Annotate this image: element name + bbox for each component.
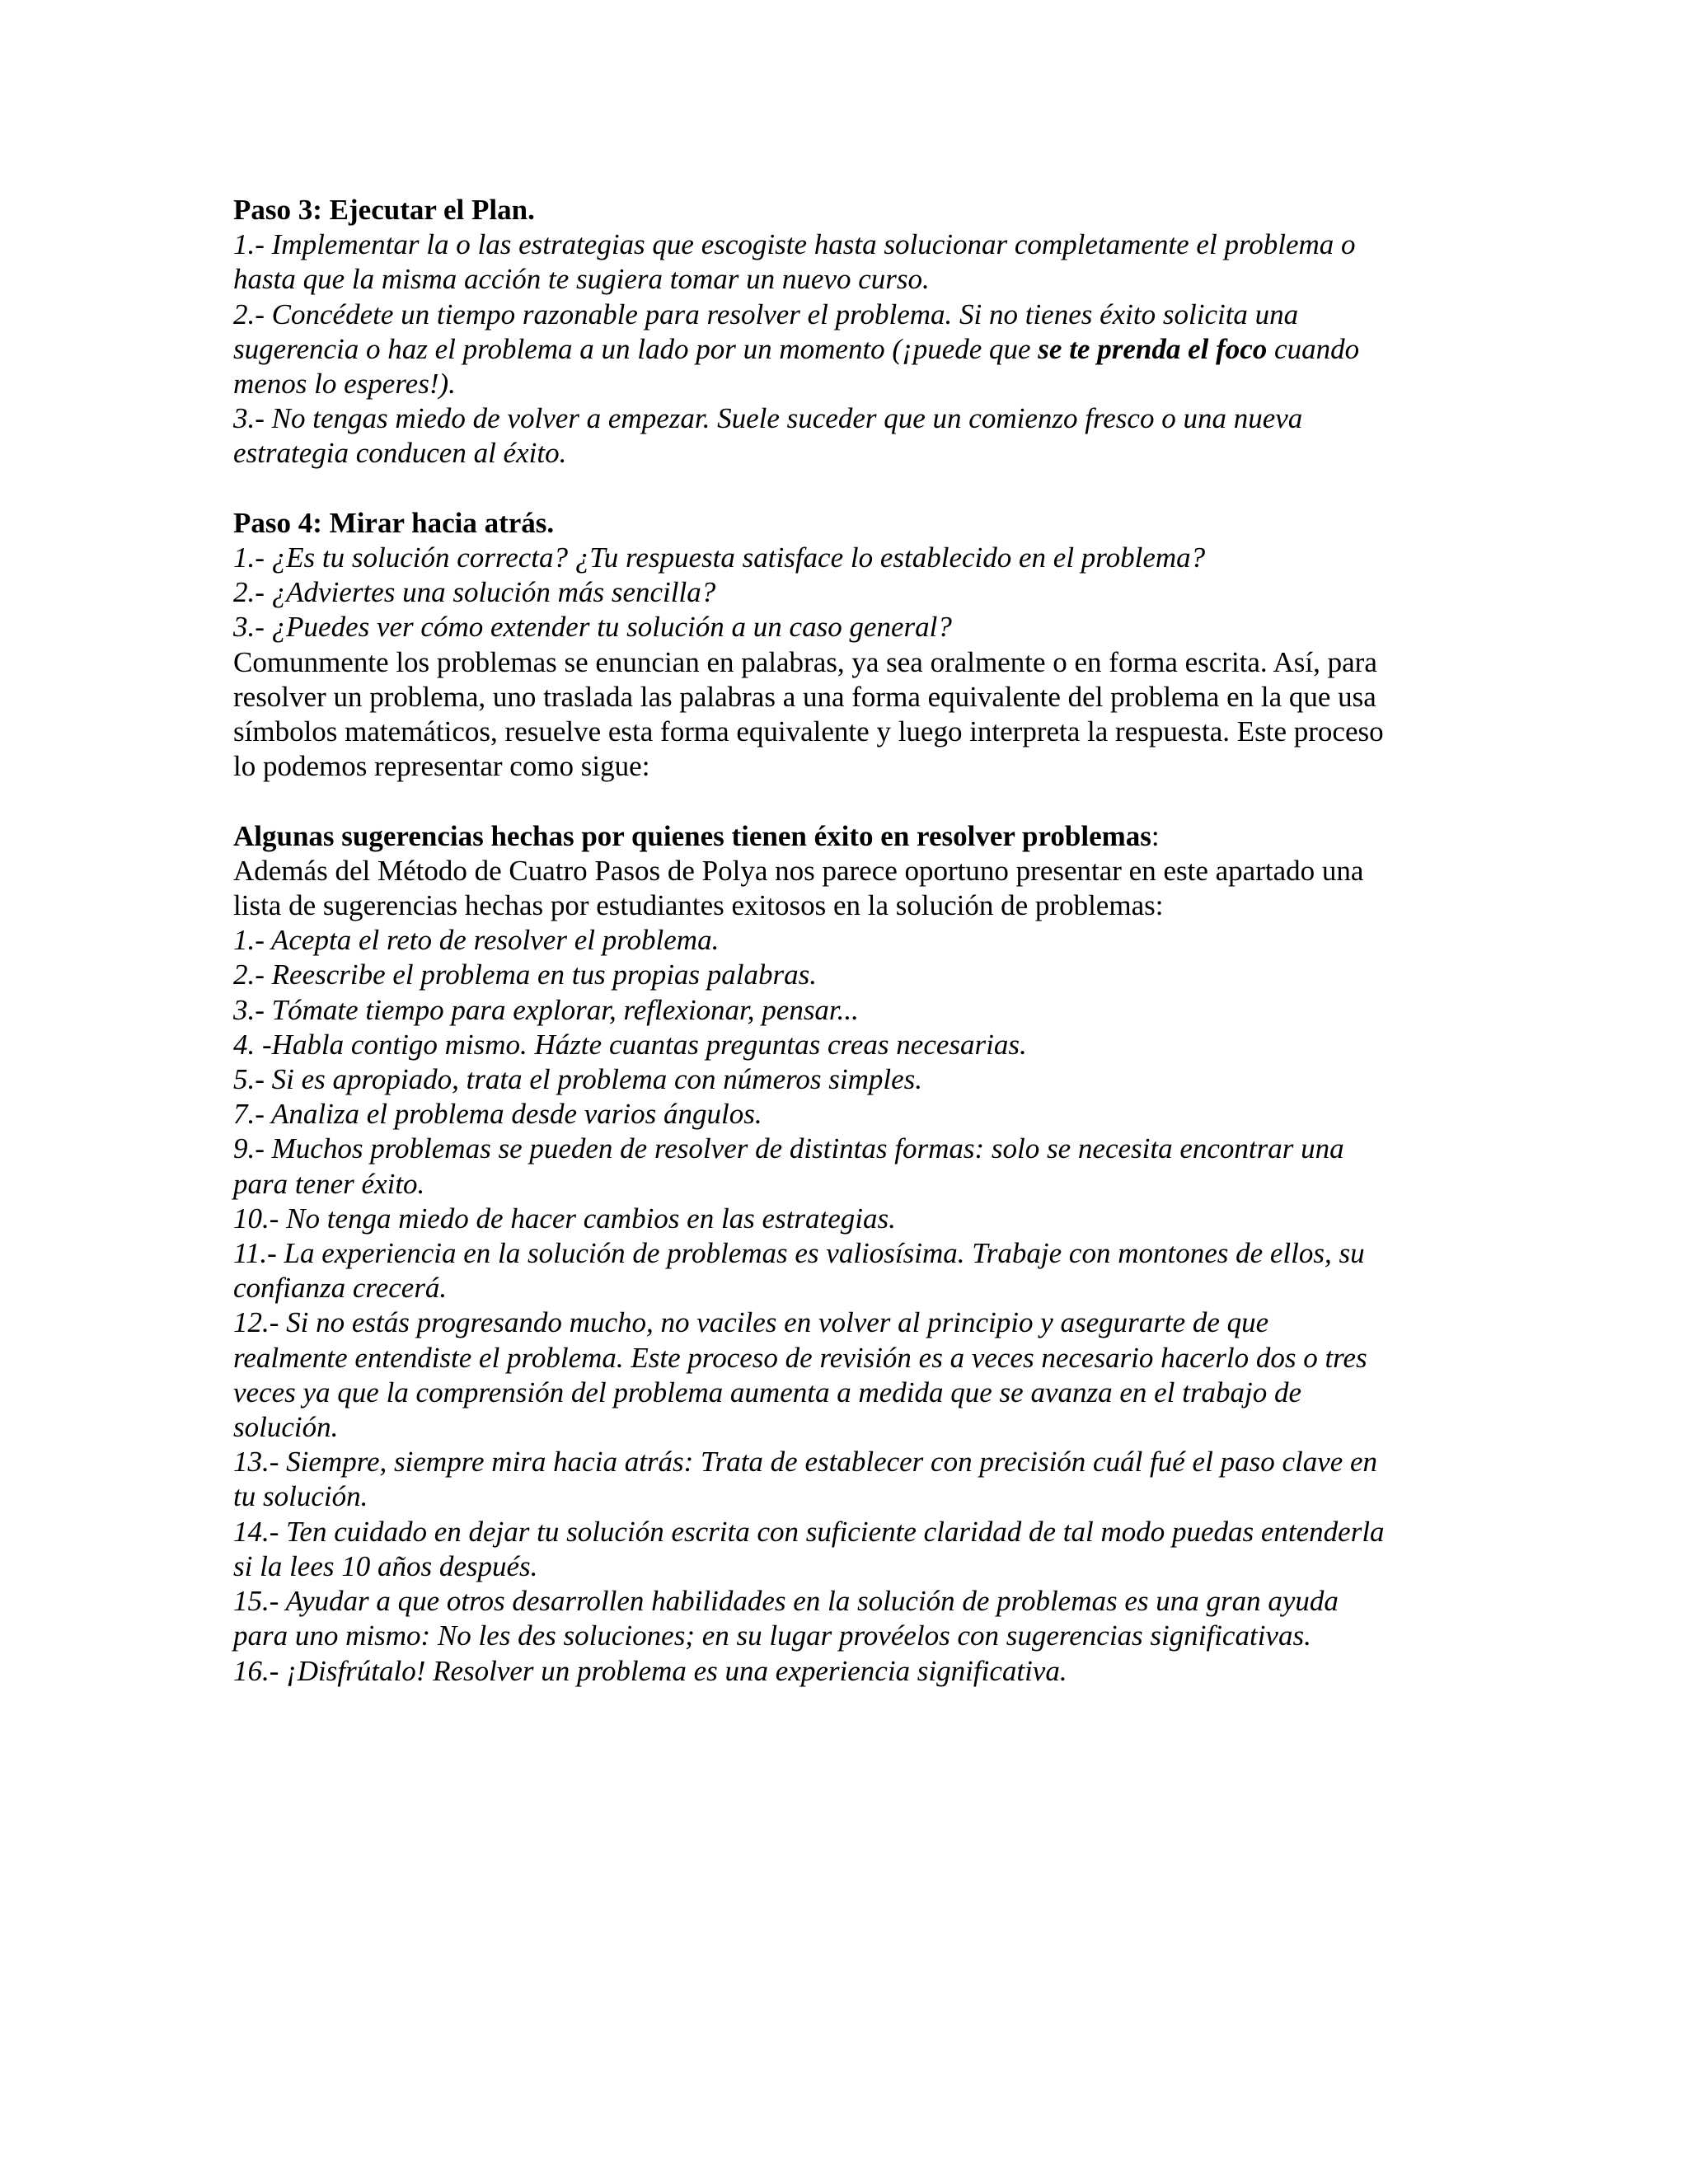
suggestion-line: 11.- La experiencia en la solución de problemas es valiosísima. Trabaje con montones de ellos, su xyxy=(233,1237,1365,1270)
paso-3-line: 1.- Implementar la o las estrategias que escogiste hasta solucionar completamente el problema o xyxy=(233,228,1356,261)
suggestion-line: para tener éxito. xyxy=(233,1167,425,1200)
suggestion-line: 3.- Tómate tiempo para explorar, reflexionar, pensar... xyxy=(233,993,859,1026)
suggestion-line: 5.- Si es apropiado, trata el problema con números simples. xyxy=(233,1063,923,1096)
suggestion-line: 14.- Ten cuidado en dejar tu solución escrita con suficiente claridad de tal modo puedas entenderla xyxy=(233,1515,1385,1548)
heading-colon: : xyxy=(1151,819,1160,852)
suggestion-line: solución. xyxy=(233,1411,339,1444)
sugerencias-heading: Algunas sugerencias hechas por quienes tienen éxito en resolver problemas xyxy=(233,819,1151,852)
suggestion-line: 16.- ¡Disfrútalo! Resolver un problema es una experiencia significativa. xyxy=(233,1654,1067,1687)
paso-4-line: 3.- ¿Puedes ver cómo extender tu solución a un caso general? xyxy=(233,611,952,644)
intro-line: lista de sugerencias hechas por estudiantes exitosos en la solución de problemas: xyxy=(233,889,1164,922)
suggestion-line: 7.- Analiza el problema desde varios ángulos. xyxy=(233,1098,762,1131)
suggestion-line: 10.- No tenga miedo de hacer cambios en las estrategias. xyxy=(233,1202,896,1235)
suggestion-line: confianza crecerá. xyxy=(233,1272,448,1305)
paso-3-line: 2.- Concédete un tiempo razonable para resolver el problema. Si no tienes éxito solicita una xyxy=(233,298,1299,330)
spacer xyxy=(233,471,1470,506)
section-sugerencias xyxy=(233,819,1470,1689)
sugerencias-heading-line xyxy=(233,819,1470,854)
paso-3-line: menos lo esperes!). xyxy=(233,368,456,401)
paso-4-heading: Paso 4: Mirar hacia atrás. xyxy=(233,506,555,539)
paso-3-line-part: cuando xyxy=(1267,332,1360,365)
bold-phrase: se te prenda el foco xyxy=(1038,332,1268,365)
suggestion-line: veces ya que la comprensión del problema aumenta a medida que se avanza en el trabajo de xyxy=(233,1376,1301,1408)
section-paso-4 xyxy=(233,506,1470,785)
suggestion-line: tu solución. xyxy=(233,1480,368,1513)
paso-3-heading: Paso 3: Ejecutar el Plan. xyxy=(233,194,535,226)
paso-3-line: estrategia conducen al éxito. xyxy=(233,437,567,470)
suggestion-line: 1.- Acepta el reto de resolver el problema. xyxy=(233,924,720,957)
suggestion-line: 4. -Habla contigo mismo. Házte cuantas preguntas creas necesarias. xyxy=(233,1028,1027,1061)
section-paso-3 xyxy=(233,193,1470,471)
paragraph-line: símbolos matemáticos, resuelve esta forma equivalente y luego interpreta la respuesta. Este proceso xyxy=(233,715,1384,748)
suggestion-line: para uno mismo: No les des soluciones; en su lugar provéelos con sugerencias significativas. xyxy=(233,1619,1311,1652)
paso-3-line: 3.- No tengas miedo de volver a empezar. Suele suceder que un comienzo fresco o una nueva xyxy=(233,402,1303,435)
paso-3-line: hasta que la misma acción te sugiera tomar un nuevo curso. xyxy=(233,263,930,296)
suggestion-line: si la lees 10 años después. xyxy=(233,1549,538,1582)
suggestion-line: 2.- Reescribe el problema en tus propias palabras. xyxy=(233,958,818,991)
paragraph-line: lo podemos representar como sigue: xyxy=(233,750,650,783)
suggestion-line: 9.- Muchos problemas se pueden de resolver de distintas formas: solo se necesita encontrar una xyxy=(233,1132,1344,1165)
paragraph-line: Comunmente los problemas se enuncian en palabras, ya sea oralmente o en forma escrita. Así, para xyxy=(233,645,1377,678)
paso-3-line-with-bold xyxy=(233,332,1470,367)
paso-3-line-part: sugerencia o haz el problema a un lado por un momento (¡puede que xyxy=(233,332,1039,365)
document-page xyxy=(233,193,1470,1689)
paragraph-line: resolver un problema, uno traslada las palabras a una forma equivalente del problema en la que usa xyxy=(233,680,1376,713)
suggestion-line: 12.- Si no estás progresando mucho, no vaciles en volver al principio y asegurarte de que xyxy=(233,1306,1269,1339)
suggestion-line: 13.- Siempre, siempre mira hacia atrás: Trata de establecer con precisión cuál fué el paso clave en xyxy=(233,1446,1378,1479)
spacer xyxy=(233,784,1470,818)
suggestion-line: realmente entendiste el problema. Este proceso de revisión es a veces necesario hacerlo dos o tres xyxy=(233,1341,1367,1374)
paso-4-line: 1.- ¿Es tu solución correcta? ¿Tu respuesta satisface lo establecido en el problema? xyxy=(233,541,1206,574)
suggestion-line: 15.- Ayudar a que otros desarrollen habilidades en la solución de problemas es una gran ayuda xyxy=(233,1585,1339,1618)
paso-4-line: 2.- ¿Adviertes una solución más sencilla? xyxy=(233,576,716,609)
intro-line: Además del Método de Cuatro Pasos de Polya nos parece oportuno presentar en este apartado una xyxy=(233,854,1364,887)
